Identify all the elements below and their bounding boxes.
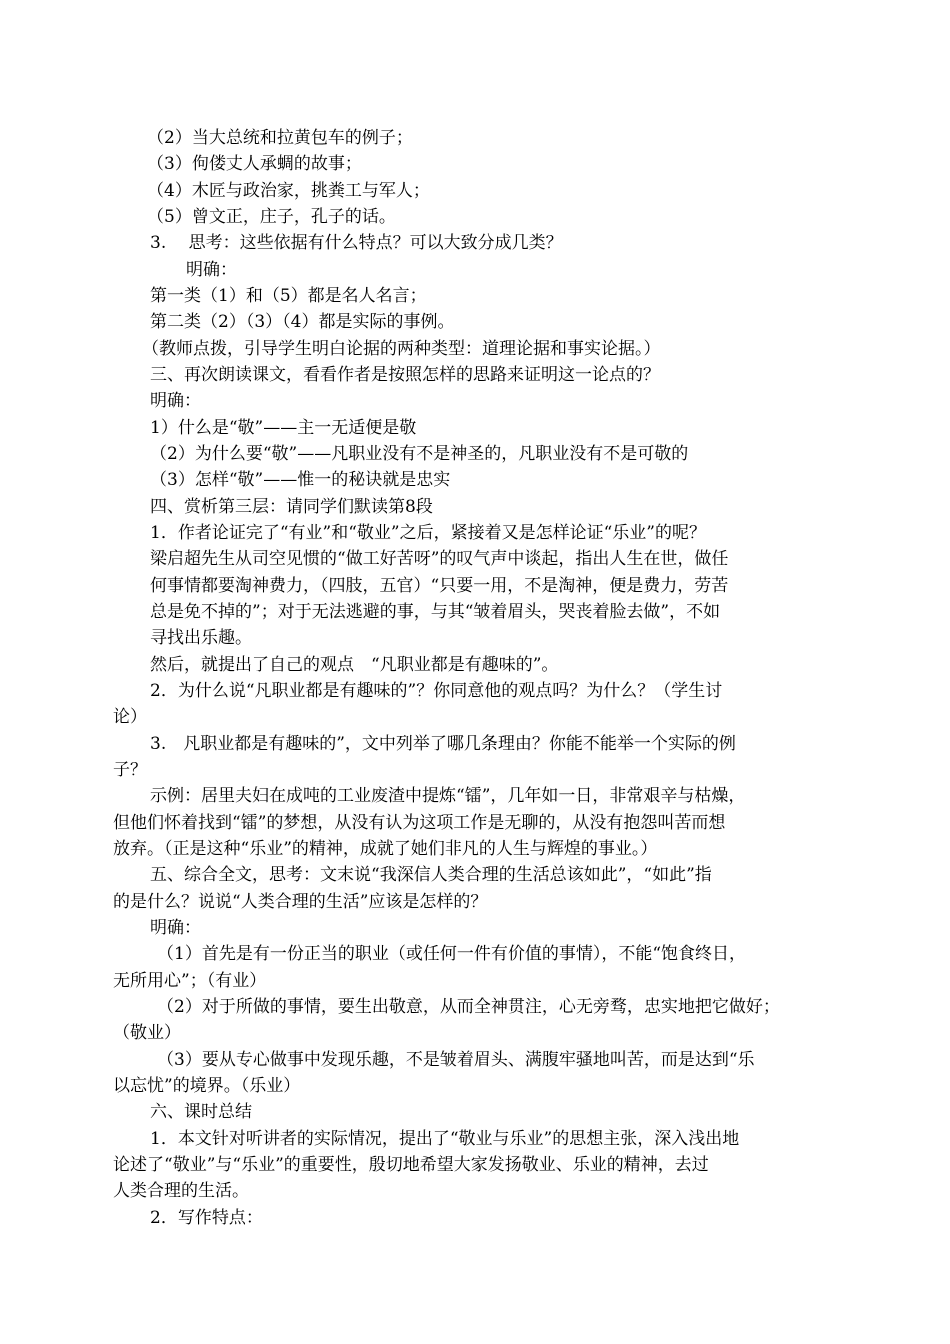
section-heading: 三、再次朗读课文，看看作者是按照怎样的思路来证明这一论点的？ [150, 365, 660, 385]
text-line: 示例：居里夫妇在成吨的工业废渣中提炼“镭”，几年如一日，非常艰辛与枯燥， [150, 786, 746, 806]
text-line: 的是什么？说说“人类合理的生活”应该是怎样的？ [113, 892, 488, 912]
text-line: 论述了“敬业”与“乐业”的重要性，殷切地希望大家发扬敬业、乐业的精神，去过 [113, 1155, 709, 1175]
text-line: 2．写作特点： [150, 1208, 263, 1228]
text-line: 何事情都要淘神费力，（四肢，五官）“只要一用，不是淘神，便是费力，劳苦 [150, 576, 729, 596]
text-line: 人类合理的生活。 [113, 1181, 249, 1201]
text-line: （2）当大总统和拉黄包车的例子； [147, 128, 413, 148]
section-heading: 五、综合全文，思考：文末说“我深信人类合理的生活总该如此”，“如此”指 [150, 865, 712, 885]
text-line: 明确： [150, 391, 201, 411]
text-line: 无所用心”；（有业） [113, 971, 267, 991]
text-line: （3）怎样“敬”——惟一的秘诀就是忠实 [150, 470, 451, 490]
text-line: 第一类（1）和（5）都是名人名言； [150, 286, 427, 306]
text-line: 以忘忧”的境界。（乐业） [113, 1076, 301, 1096]
text-line: （1）首先是有一份正当的职业（或任何一件有价值的事情），不能“饱食终日， [157, 944, 747, 964]
text-line: 寻找出乐趣。 [150, 628, 252, 648]
text-line: （教师点拨，引导学生明白论据的两种类型：道理论据和事实论据。） [142, 339, 661, 359]
text-line: 子？ [113, 760, 147, 780]
text-line: （2）为什么要“敬”——凡职业没有不是神圣的，凡职业没有不是可敬的 [150, 444, 689, 464]
text-line: 然后，就提出了自己的观点 “凡职业都是有趣味的”。 [150, 655, 559, 675]
text-line: 3. 思考：这些依据有什么特点？可以大致分成几类？ [150, 233, 563, 253]
text-line: （3）要从专心做事中发现乐趣，不是皱着眉头、满腹牢骚地叫苦，而是达到“乐 [157, 1050, 755, 1070]
text-line: 1．作者论证完了“有业”和“敬业”之后，紧接着又是怎样论证“乐业”的呢？ [150, 523, 706, 543]
text-line: 2．为什么说“凡职业都是有趣味的”？你同意他的观点吗？为什么？（学生讨 [150, 681, 723, 701]
text-line: 总是免不掉的”；对于无法逃避的事，与其“皱着眉头，哭丧着脸去做”，不如 [150, 602, 721, 622]
text-line: 但他们怀着找到“镭”的梦想，从没有认为这项工作是无聊的，从没有抱怨叫苦而想 [113, 813, 726, 833]
text-line: 明确： [150, 918, 201, 938]
text-line: 放弃。（正是这种“乐业”的精神，成就了她们非凡的人生与辉煌的事业。） [113, 839, 658, 859]
text-line: （敬业） [113, 1023, 181, 1043]
section-heading: 四、赏析第三层：请同学们默读第8段 [150, 497, 433, 517]
text-line: 梁启超先生从司空见惯的“做工好苦呀”的叹气声中谈起，指出人生在世，做任 [150, 549, 729, 569]
text-line: 1．本文针对听讲者的实际情况，提出了“敬业与乐业”的思想主张，深入浅出地 [150, 1129, 740, 1149]
text-line: （3）佝偻丈人承蜩的故事； [147, 154, 362, 174]
text-line: 1）什么是“敬”——主一无适便是敬 [150, 418, 417, 438]
text-line: （4）木匠与政治家，挑粪工与军人； [147, 181, 430, 201]
text-line: （2）对于所做的事情，要生出敬意，从而全神贯注，心无旁骛，忠实地把它做好； [157, 997, 780, 1017]
text-line: 第二类（2）（3）（4）都是实际的事例。 [150, 312, 455, 332]
text-line: 3. 凡职业都是有趣味的”，文中列举了哪几条理由？你能不能举一个实际的例 [150, 734, 736, 754]
text-line: 论） [113, 707, 147, 727]
section-heading: 六、课时总结 [150, 1102, 252, 1122]
text-line: 明确： [186, 260, 237, 280]
text-line: （5）曾文正，庄子，孔子的话。 [147, 207, 396, 227]
